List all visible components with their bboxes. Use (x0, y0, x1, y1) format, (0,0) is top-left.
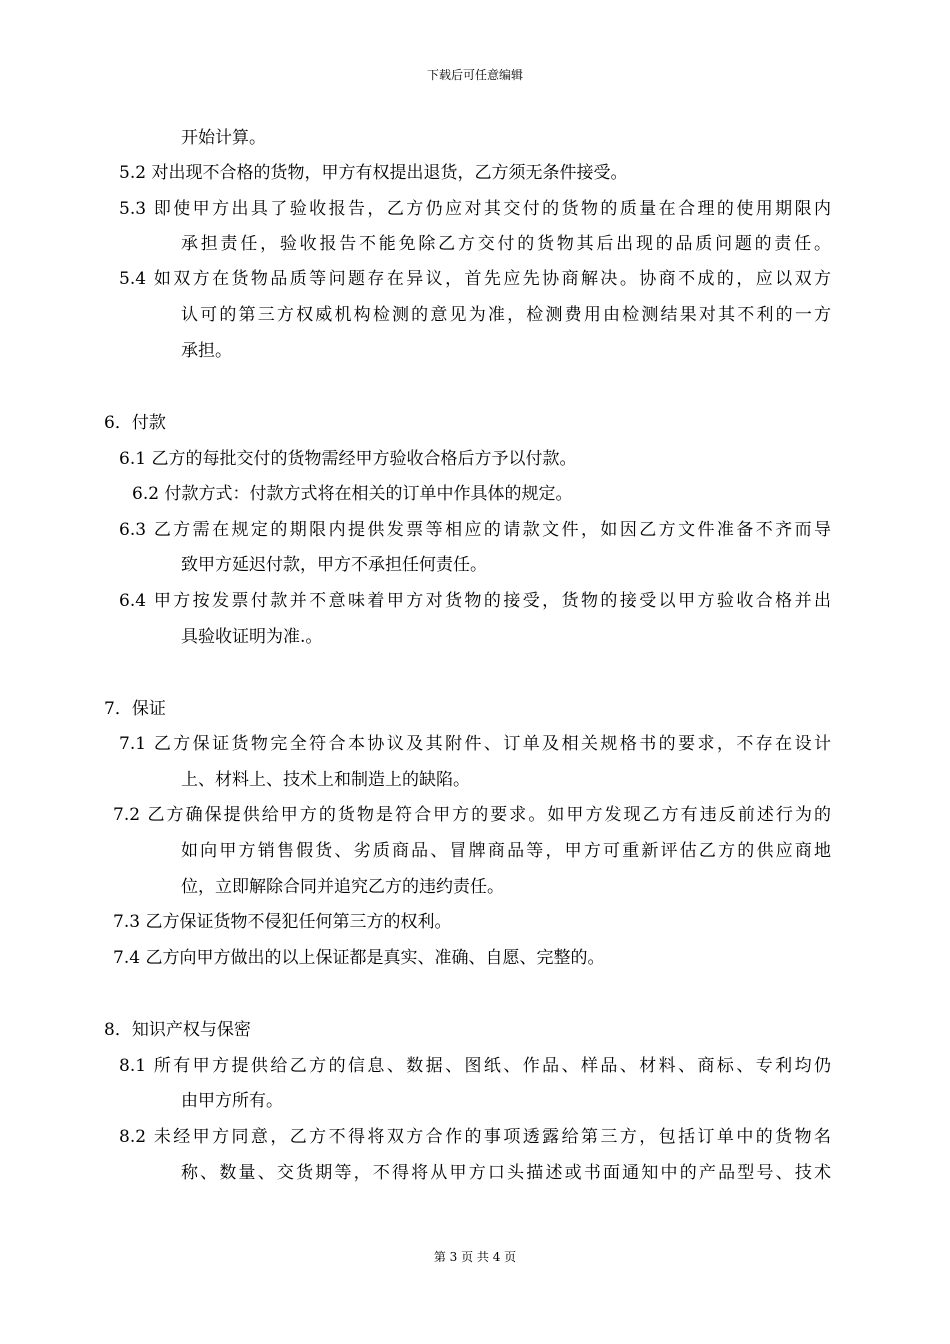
text-line: 致甲方延迟付款，甲方不承担任何责任。 (181, 555, 487, 575)
text-line: 具验收证明为准.。 (181, 627, 323, 647)
clause-7-4: 7.4 乙方向甲方做出的以上保证都是真实、准确、自愿、完整的。 (113, 948, 605, 968)
text-line: 由甲方所有。 (181, 1091, 283, 1111)
section-heading-warranty: 7．保证 (104, 699, 166, 719)
text-line: 称、数量、交货期等，不得将从甲方口头描述或书面通知中的产品型号、技术 (181, 1163, 831, 1183)
page-footer: 第 3 页 共 4 页 (433, 1250, 517, 1264)
text-line: 开始计算。 (181, 128, 266, 148)
text-line: 承担责任，验收报告不能免除乙方交付的货物其后出现的品质问题的责任。 (181, 234, 831, 254)
clause-6-2: 6.2 付款方式：付款方式将在相关的订单中作具体的规定。 (132, 484, 573, 504)
clause-6-3: 6.3 乙方需在规定的期限内提供发票等相应的请款文件，如因乙方文件准备不齐而导 (119, 520, 831, 540)
clause-8-2: 8.2 未经甲方同意，乙方不得将双方合作的事项透露给第三方，包括订单中的货物名 (119, 1127, 831, 1147)
clause-6-1: 6.1 乙方的每批交付的货物需经甲方验收合格后方予以付款。 (119, 449, 577, 469)
clause-5-3: 5.3 即使甲方出具了验收报告，乙方仍应对其交付的货物的质量在合理的使用期限内 (119, 199, 831, 219)
clause-8-1: 8.1 所有甲方提供给乙方的信息、数据、图纸、作品、样品、材料、商标、专利均仍 (119, 1056, 831, 1076)
clause-7-2: 7.2 乙方确保提供给甲方的货物是符合甲方的要求。如甲方发现乙方有违反前述行为的 (113, 805, 831, 825)
text-line: 认可的第三方权威机构检测的意见为准，检测费用由检测结果对其不利的一方 (181, 305, 831, 325)
section-heading-payment: 6．付款 (104, 413, 166, 433)
page-header: 下载后可任意编辑 (426, 68, 523, 82)
clause-6-4: 6.4 甲方按发票付款并不意味着甲方对货物的接受，货物的接受以甲方验收合格并出 (119, 591, 831, 611)
text-line: 承担。 (181, 341, 232, 361)
text-line: 位，立即解除合同并追究乙方的违约责任。 (181, 877, 504, 897)
clause-5-4: 5.4 如双方在货物品质等问题存在异议，首先应先协商解决。协商不成的，应以双方 (119, 269, 831, 289)
clause-7-3: 7.3 乙方保证货物不侵犯任何第三方的权利。 (113, 912, 452, 932)
clause-7-1: 7.1 乙方保证货物完全符合本协议及其附件、订单及相关规格书的要求，不存在设计 (119, 734, 831, 754)
section-heading-ip-confidentiality: 8．知识产权与保密 (104, 1020, 251, 1040)
text-line: 上、材料上、技术上和制造上的缺陷。 (181, 770, 470, 790)
text-line: 如向甲方销售假货、劣质商品、冒牌商品等，甲方可重新评估乙方的供应商地 (181, 841, 831, 861)
clause-5-2: 5.2 对出现不合格的货物，甲方有权提出退货，乙方须无条件接受。 (119, 163, 628, 183)
